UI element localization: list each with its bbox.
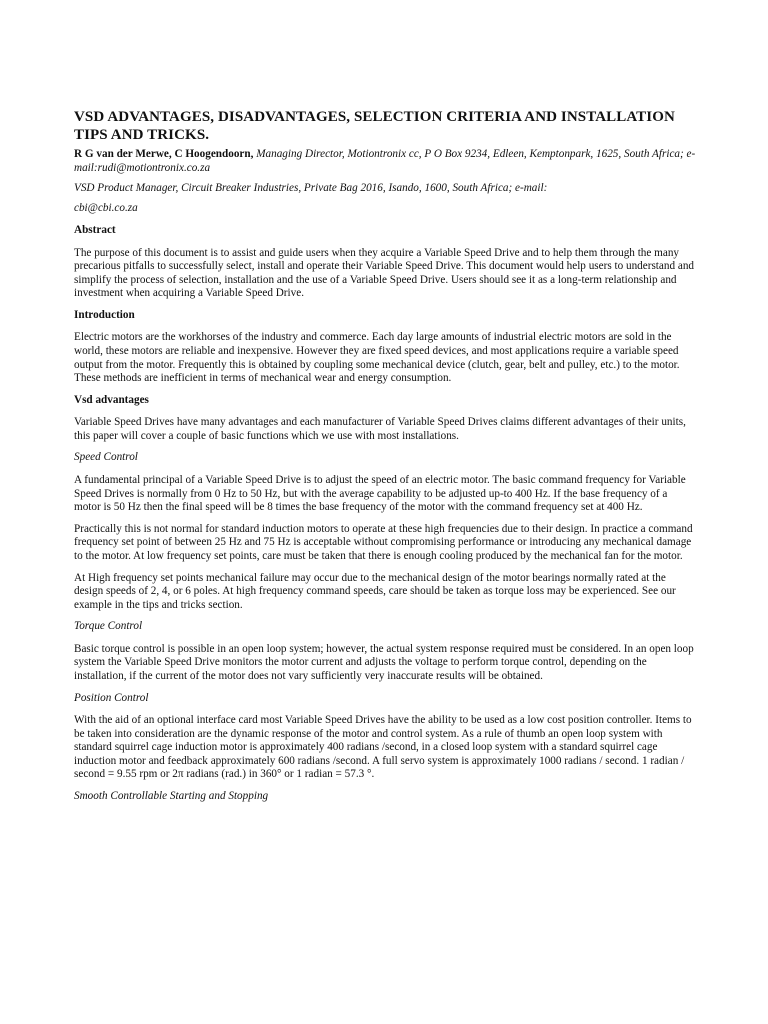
advantages-heading: Vsd advantages	[74, 393, 149, 406]
speed-control-paragraph-3: At High frequency set points mechanical failure may occur due to the mechanical design of the motor bearings normally rated at the design speeds of 2, 4, or 6 poles. At high frequency command speeds, care should be taken as torque loss may be experienced. See our example in the tips and tricks section.	[74, 571, 676, 611]
introduction-text: Electric motors are the workhorses of the industry and commerce. Each day large amounts of industrial electric motors are sold in the world, these motors are reliable and inexpensive. However they are fixed speed devices, and most applications require a variable speed output from the motor. Frequently this is obtained by coupling some mechanical device (clutch, gear, belt and pulley, etc.) to the motor. These methods are inefficient in terms of mechanical wear and energy consumption.	[74, 331, 680, 385]
position-control-heading: Position Control	[74, 691, 149, 704]
second-email: cbi@cbi.co.za	[74, 201, 138, 214]
document-page	[74, 108, 696, 813]
torque-control-text: Basic torque control is possible in an open loop system; however, the actual system response required must be considered. In an open loop system the Variable Speed Drive monitors the motor current and adjusts the voltage to perform torque control, depending on the installation, if the current of the motor does not vary sufficiently very inaccurate results will be obtained.	[74, 642, 694, 682]
abstract-text: The purpose of this document is to assist and guide users when they acquire a Variable Speed Drive and to help them through the many precarious pitfalls to successfully select, install and operate their Variable Speed Drive. This document would help users to understand and simplify the process of selection, installation and the use of a Variable Speed Drive. Users should see it as a long-term relationship and investment when acquiring a Variable Speed Drive.	[74, 246, 695, 300]
speed-control-paragraph-1: A fundamental principal of a Variable Speed Drive is to adjust the speed of an electric motor. The basic command frequency for Variable Speed Drives is normally from 0 Hz to 50 Hz, but with the average capability to be adjusted up-to 400 Hz. If the base frequency of a motor is 50 Hz then the final speed will be 8 times the base frequency of the motor with the command frequency set at 400 Hz.	[74, 473, 686, 514]
torque-control-heading: Torque Control	[74, 620, 143, 633]
introduction-heading: Introduction	[74, 308, 135, 321]
speed-control-paragraph-2: Practically this is not normal for standard induction motors to operate at these high frequencies due to their design. In practice a command frequency set point of between 25 Hz and 75 Hz is acceptable without compromising performance or introducing any mechanical damage to the motor. At low frequency set points, care must be taken that there is enough cooling produced by the mechanical fan for the motor.	[74, 522, 693, 562]
author-affiliation: Managing Director, Motiontronix cc, P O Box 9234, Edleen, Kemptonpark, 1625, South Africa; e-mail:rudi@motiontronix.co.za	[74, 148, 696, 174]
speed-control-heading: Speed Control	[74, 451, 138, 464]
smooth-control-heading: Smooth Controllable Starting and Stopping	[74, 790, 269, 803]
second-affiliation: VSD Product Manager, Circuit Breaker Industries, Private Bag 2016, Isando, 1600, South Africa; e-mail:	[74, 182, 548, 194]
abstract-heading: Abstract	[74, 224, 116, 236]
document-title: VSD ADVANTAGES, DISADVANTAGES, SELECTION CRITERIA AND INSTALLATION TIPS AND TRICKS.	[74, 109, 675, 143]
position-control-text: With the aid of an optional interface card most Variable Speed Drives have the ability to be used as a low cost position controller. Items to be taken into consideration are the dynamic response of the motor and control system. As a rule of thumb an open loop system with standard squirrel cage induction motor is approximately 400 radians /second, in a closed loop system with a standard squirrel cage induction motor and feedback approximately 600 radians /second. A full servo system is approximately 1000 radians / second. 1 radian / second = 9.55 rpm or 2π radians (rad.) in 360° or 1 radian = 57.3 °.	[74, 714, 692, 781]
author-names: R G van der Merwe, C Hoogendoorn,	[74, 148, 254, 160]
advantages-text: Variable Speed Drives have many advantages and each manufacturer of Variable Speed Drives claims different advantages of their units, this paper will cover a couple of basic functions which we use with most installations.	[74, 416, 686, 442]
authors-line	[74, 148, 696, 175]
